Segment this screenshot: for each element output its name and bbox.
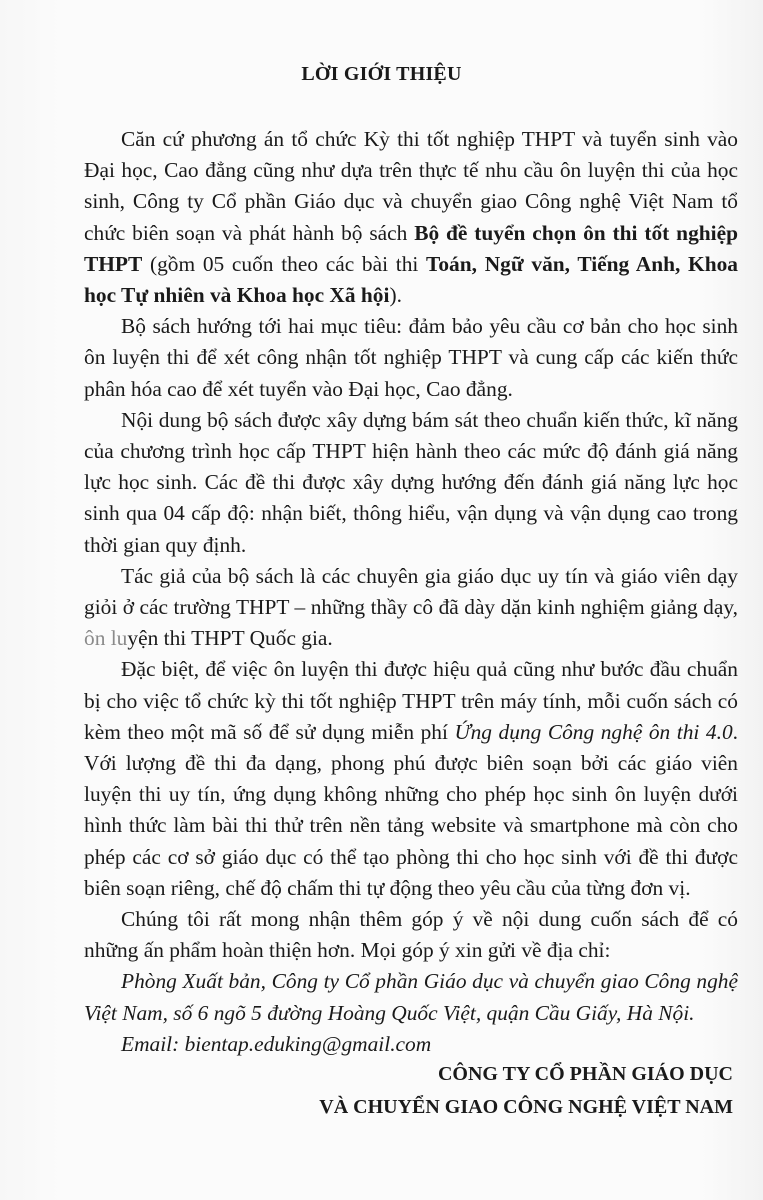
p1-book-title: Bộ đề tuyển chọn ôn thi tốt nghiệp THPT (84, 220, 738, 276)
p4-text-c: yện thi THPT Quốc gia. (127, 626, 333, 651)
signature-line-2: VÀ CHUYỂN GIAO CÔNG NGHỆ VIỆT NAM (319, 1096, 733, 1118)
p4-text-a: Tác giả của bộ sách là các chuyên gia giáo dục uy tín và giáo viên dạy giỏi ở các trường THPT – những thầy cô đã dày dặn kinh nghiệm giảng dạy, (84, 563, 738, 620)
paragraph-5 (84, 654, 738, 904)
paragraph-6: Chúng tôi rất mong nhận thêm góp ý về nội dung cuốn sách để có những ấn phẩm hoàn thiện hơn. Mọi góp ý xin gửi về địa chỉ: (84, 907, 738, 963)
paragraph-1 (84, 124, 738, 311)
p1-subjects: Toán, Ngữ văn, Tiếng Anh, Khoa học Tự nhiên và Khoa học Xã hội (84, 251, 738, 308)
p5-text-a: Đặc biệt, để việc ôn luyện thi được hiệu quả cũng như bước đầu chuẩn bị cho việc tổ chức kỳ thi tốt nghiệp THPT trên máy tính, mỗi cuốn sách có kèm theo một mã số để sử dụng miễn phí (84, 657, 738, 744)
p5-text-c: . Với lượng đề thi đa dạng, phong phú được biên soạn bởi các giáo viên luyện thi uy tín, ứng dụng không những cho phép học sinh ôn luyện dưới hình thức làm bài thi thử trên nền tảng website và smartphone mà còn cho phép các cơ sở giáo dục có thể tạo phòng thi cho học sinh với đề thi được biên soạn riêng, chế độ chấm thi tự động theo yêu cầu của từng đơn vị. (84, 719, 738, 900)
paragraph-4 (84, 561, 738, 655)
p1-text-a: Căn cứ phương án tổ chức Kỳ thi tốt nghiệp THPT và tuyển sinh vào Đại học, Cao đẳng cũng như dựa trên thực tế nhu cầu ôn luyện thi của học sinh, Công ty Cổ phần Giáo dục và chuyển giao Công nghệ Việt Nam tổ chức biên soạn và phát hành bộ sách (84, 127, 738, 245)
p1-text-e: ). (389, 283, 402, 308)
p5-app-name: Ứng dụng Công nghệ ôn thi 4.0 (454, 719, 733, 744)
page-title: LỜI GIỚI THIỆU (301, 63, 462, 85)
paragraph-2: Bộ sách hướng tới hai mục tiêu: đảm bảo yêu cầu cơ bản cho học sinh ôn luyện thi để xét công nhận tốt nghiệp THPT và cung cấp các kiến thức phân hóa cao để xét tuyển vào Đại học, Cao đẳng. (84, 314, 738, 401)
body-text (84, 124, 738, 1060)
contact-address: Phòng Xuất bản, Công ty Cổ phần Giáo dục và chuyển giao Công nghệ Việt Nam, số 6 ngõ 5 đường Hoàng Quốc Việt, quận Cầu Giấy, Hà Nội. (84, 969, 738, 1025)
paragraph-3: Nội dung bộ sách được xây dựng bám sát theo chuẩn kiến thức, kĩ năng của chương trình học cấp THPT hiện hành theo các mức độ đánh giá năng lực học sinh. Các đề thi được xây dựng hướng đến đánh giá năng lực học sinh qua 04 cấp độ: nhận biết, thông hiểu, vận dụng và vận dụng cao trong thời gian quy định. (84, 407, 738, 557)
contact-email: Email: bientap.eduking@gmail.com (121, 1031, 432, 1056)
p4-faded-text: ôn lu (84, 626, 128, 651)
signature-block (233, 1058, 733, 1124)
p1-text-c: (gồm 05 cuốn theo các bài thi (142, 251, 427, 276)
signature-line-1: CÔNG TY CỔ PHẦN GIÁO DỤC (437, 1063, 733, 1085)
